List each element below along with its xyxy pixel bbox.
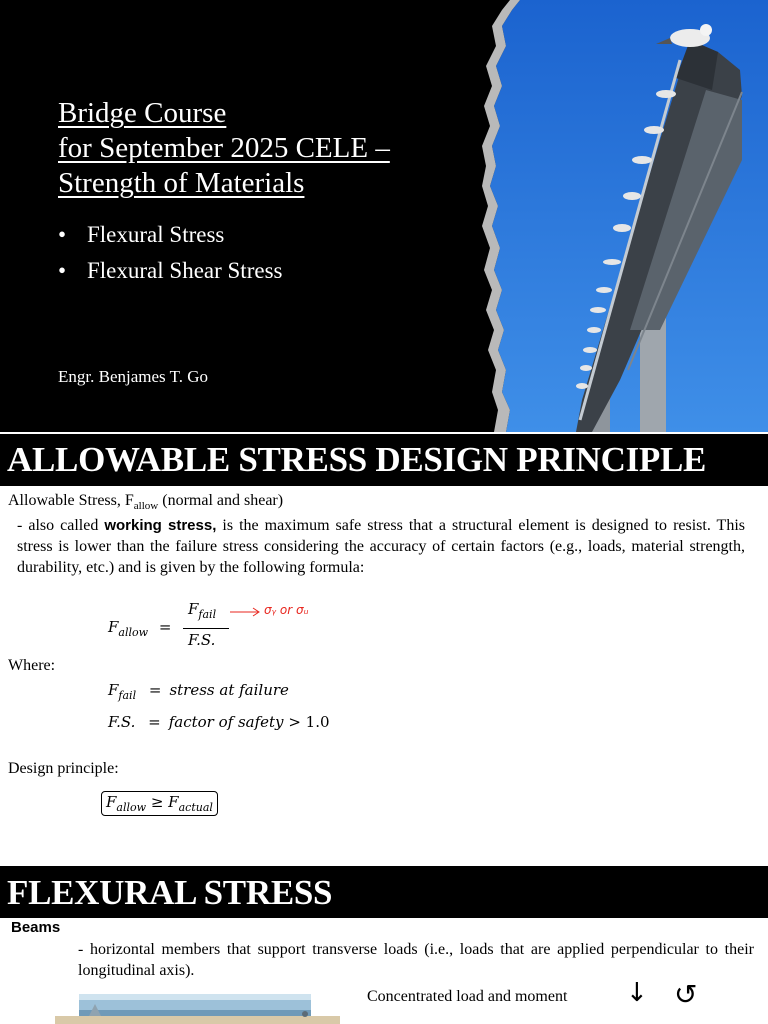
section-title: FLEXURAL STRESS: [7, 873, 333, 912]
symbol-f: F: [108, 618, 119, 636]
beam-illustration: [55, 988, 340, 1024]
section-header: [0, 866, 768, 918]
formula-numerator: [188, 600, 217, 621]
allowable-stress-definition: [17, 515, 745, 578]
definition-meaning: stress at failure: [169, 681, 289, 699]
beams-label: Beams: [11, 919, 61, 936]
equals-sign: =: [148, 681, 162, 699]
load-caption: Concentrated load and moment: [367, 988, 568, 1005]
symbol-f: F: [106, 793, 117, 811]
handwritten-note: σᵧ or σᵤ: [264, 603, 309, 617]
allowable-label: Allowable Stress, F: [8, 492, 134, 509]
subscript-actual: actual: [178, 801, 213, 814]
beams-definition: - horizontal members that support transverse loads (i.e., loads that are applied perpendicular to their longitudinal axis).: [78, 941, 754, 979]
topic-bullet-2: [58, 258, 282, 284]
beam-photo: [480, 0, 768, 432]
geq-sign: ≥: [146, 793, 169, 811]
moment-icon: ↻: [674, 978, 698, 1011]
definition-row-fs: [108, 713, 330, 731]
definition-term: working stress,: [104, 517, 217, 534]
topic-label: Flexural Shear Stress: [87, 258, 283, 283]
symbol-f: F: [188, 600, 199, 618]
subscript-allow: allow: [116, 801, 147, 814]
subscript-fail: fail: [118, 689, 137, 702]
formula-lhs: [108, 618, 172, 639]
section-header: [0, 434, 768, 486]
fraction-bar: [183, 628, 229, 629]
definition-body: is the maximum safe stress that a structural element is designed to resist. This stress is lower than the failure stress considering the accuracy of certain factors (e.g., loads, material strength, durability, etc.) and is given by the following formula:: [17, 517, 746, 576]
course-title: [58, 96, 390, 201]
definition-meaning: factor of safety: [168, 713, 284, 731]
arrow-right-icon: [228, 604, 264, 620]
formula-denominator: F.S.: [188, 631, 216, 649]
topic-label: Flexural Stress: [87, 222, 225, 247]
subscript-allow: allow: [118, 626, 149, 639]
design-principle-label: Design principle:: [8, 760, 119, 777]
design-principle-formula: [101, 791, 218, 816]
definition-inequality: > 1.0: [283, 713, 330, 731]
symbol-f: F: [168, 793, 179, 811]
bullet-icon: •: [58, 222, 67, 247]
symbol-fs: F.S.: [108, 713, 136, 731]
equals-sign: =: [148, 713, 161, 731]
subscript-fail: fail: [198, 608, 217, 621]
symbol-f: F: [108, 681, 119, 699]
author-name: Engr. Benjames T. Go: [58, 367, 208, 386]
section-title: ALLOWABLE STRESS DESIGN PRINCIPLE: [7, 440, 707, 479]
definition-intro: - also called: [17, 517, 105, 534]
allowable-qualifier: (normal and shear): [158, 492, 284, 509]
title-slide: [0, 0, 768, 432]
topic-bullet-1: [58, 222, 224, 248]
where-label: Where:: [8, 657, 56, 674]
definition-row-fail: [108, 681, 289, 702]
arrow-down-icon: ↓: [626, 978, 648, 1008]
bullet-icon: •: [58, 258, 67, 283]
title-line-1: Bridge Course: [58, 97, 227, 129]
title-line-2: for September 2025 CELE –: [58, 132, 390, 164]
allowable-subscript: allow: [133, 500, 159, 512]
title-line-3: Strength of Materials: [58, 167, 305, 199]
allowable-stress-heading: [8, 492, 283, 510]
equals-sign: =: [158, 618, 172, 636]
